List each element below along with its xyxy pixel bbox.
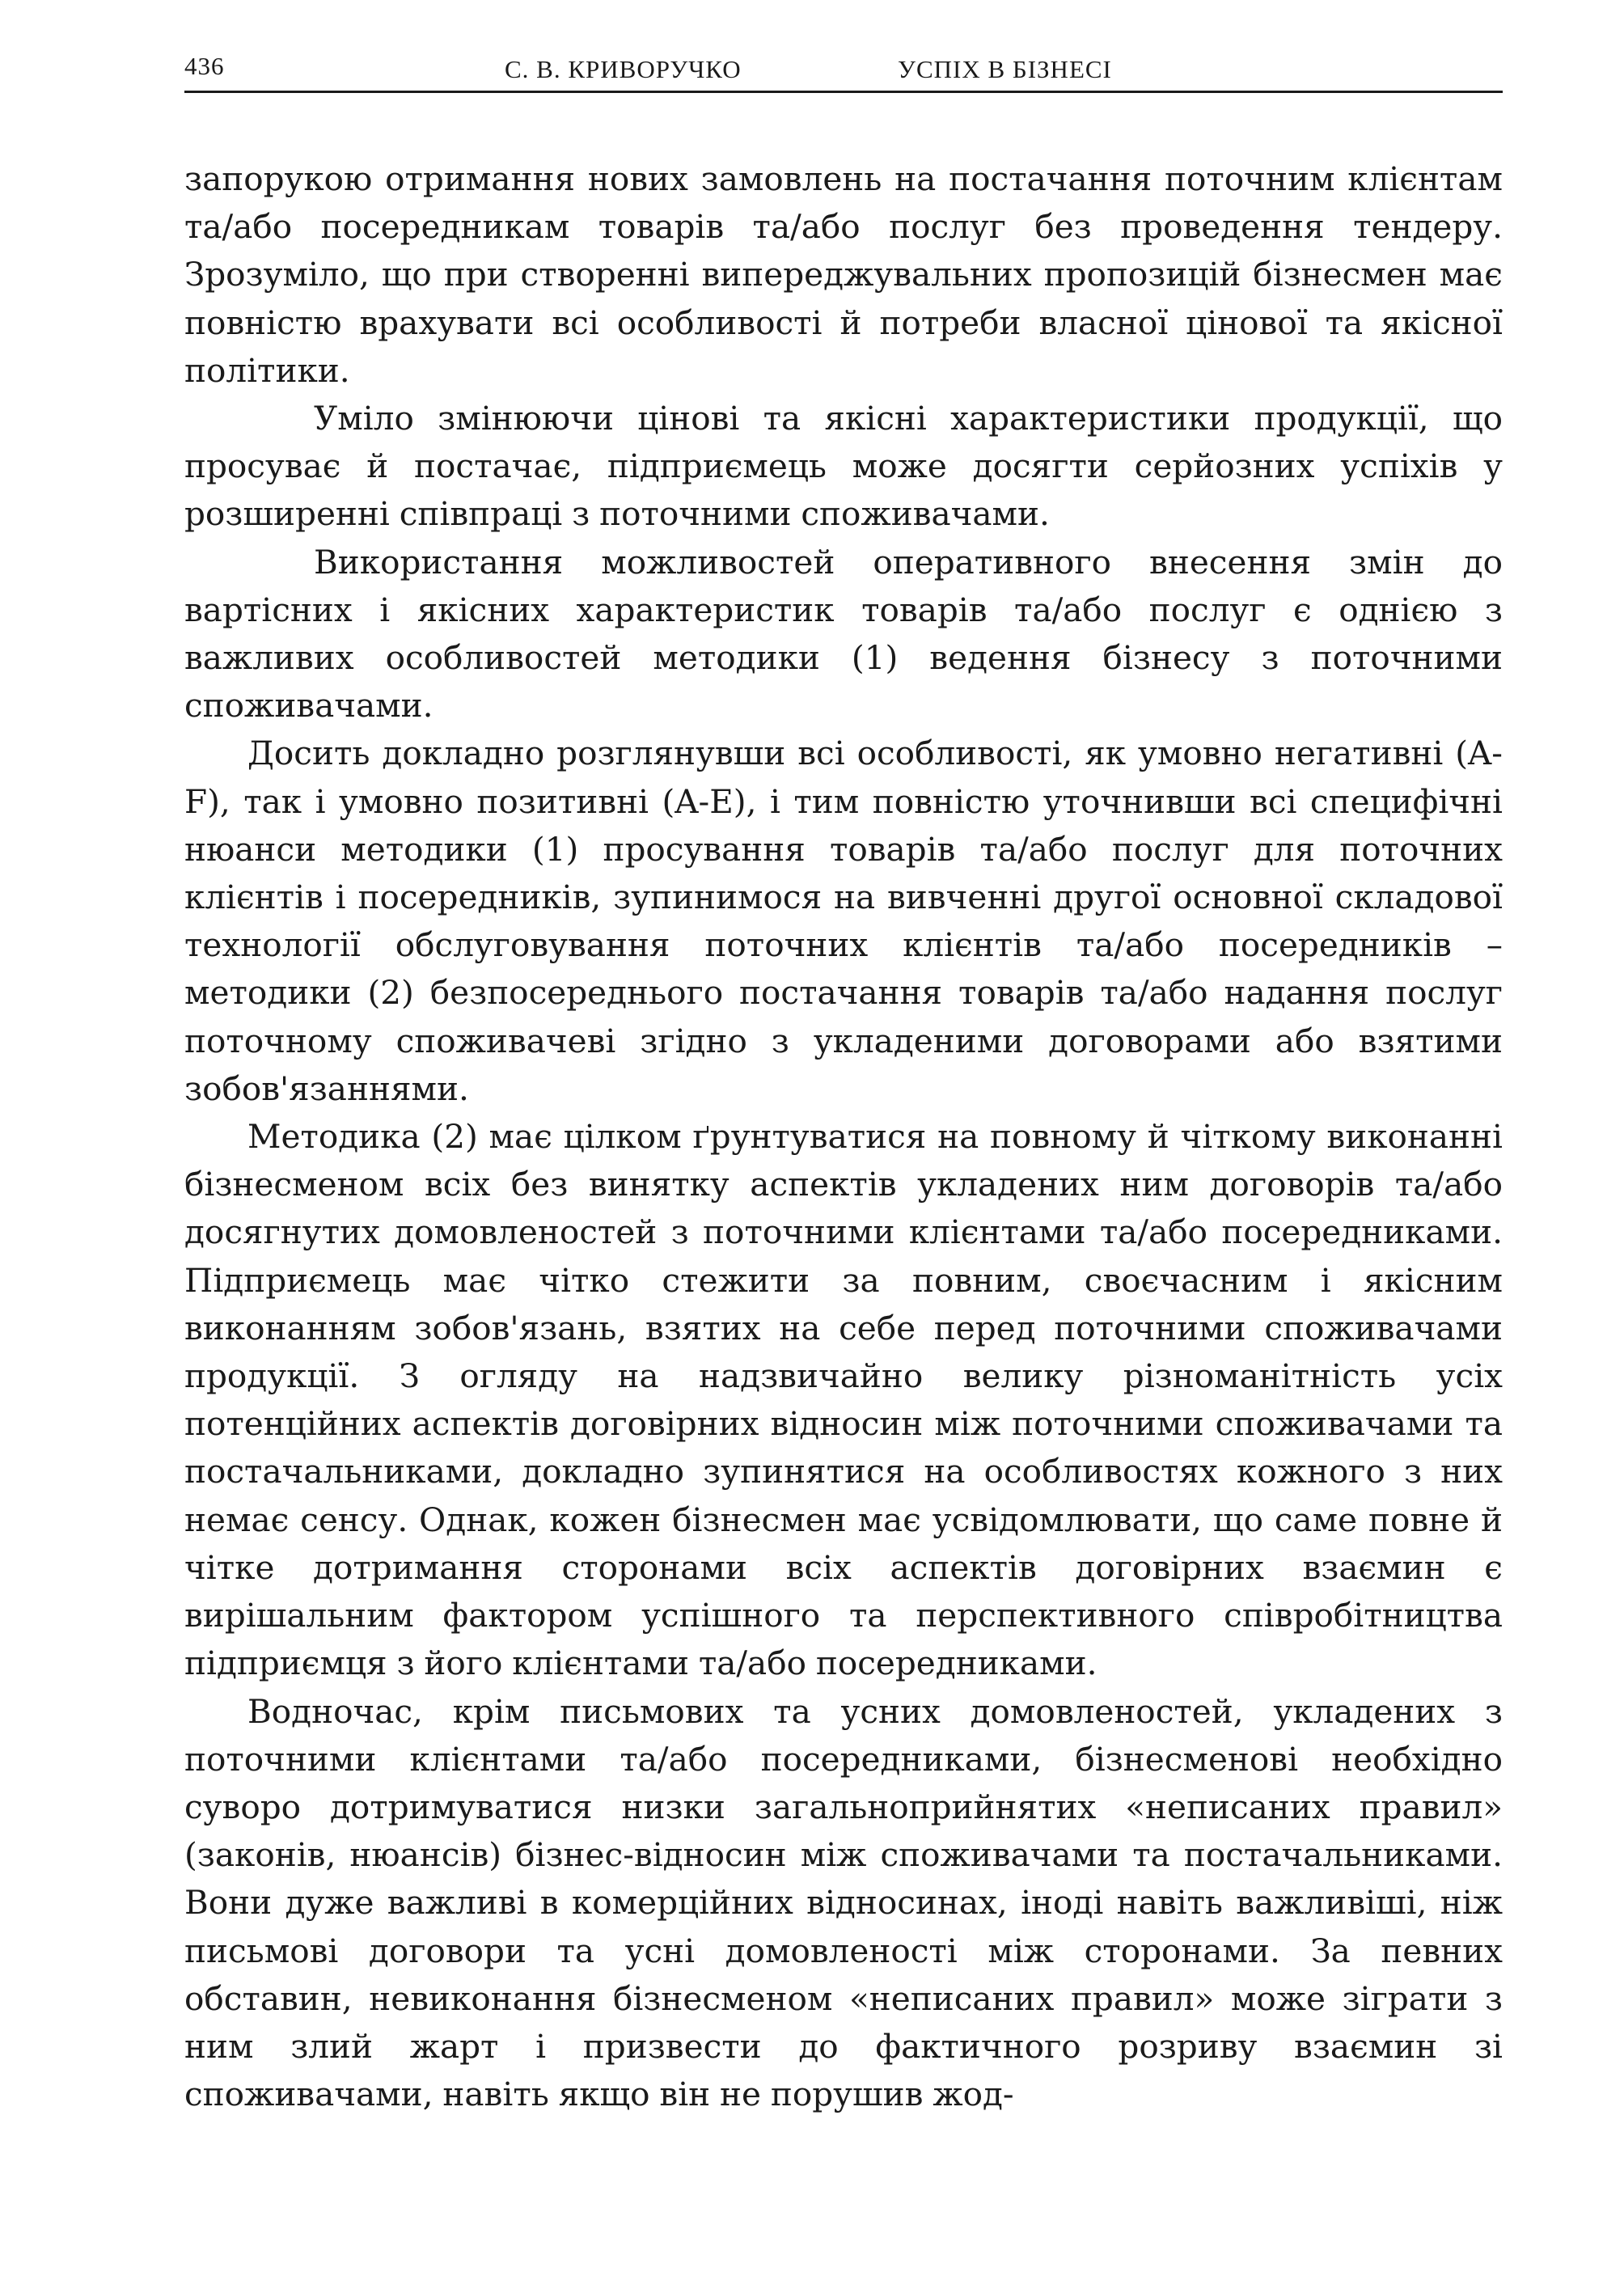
- author-name: С. В. КРИВОРУЧКО: [505, 55, 742, 83]
- paragraph-5: Методика (2) має цілком ґрунтуватися на повному й чіткому виконанні бізнесменом всіх без винятку аспектів укладених ним договорів та/або досягнутих домовленостей з поточними клієнтами та/або посередниками. Підприємець має чітко стежити за повним, своєчасним і якісним виконанням зобов'язань, взятих на себе перед поточними споживачами продукції. З огляду на надзвичайно велику різноманітність усіх потенційних аспектів договірних відносин між поточними споживачами та постачальниками, докладно зупинятися на особливостях кожного з них немає сенсу. Однак, кожен бізнесмен має усвідомлювати, що саме повне й чітке дотримання сторонами всіх аспектів договірних взаємин є вирішальним фактором успішного та перспективного співробітництва підприємця з його клієнтами та/або посередниками.: [184, 1117, 1503, 1683]
- paragraph-6: Водночас, крім письмових та усних домовленостей, укладених з поточними клієнтами та/або посередниками, бізнесменові необхідно суворо дотримуватися низки загальноприйнятих «неписаних правил» (законів, нюансів) бізнес-відносин між споживачами та постачальниками. Вони дуже важливі в комерційних відносинах, іноді навіть важливіші, ніж письмові договори та усні домовленості між сторонами. За певних обставин, невиконання бізнесменом «неписаних правил» може зіграти з ним злий жарт і призвести до фактичного розриву взаємин зі споживачами, навіть якщо він не порушив жод-: [184, 1691, 1503, 2114]
- book-title: УСПІХ В БІЗНЕСІ: [898, 55, 1112, 83]
- paragraph-4: Досить докладно розглянувши всі особливості, як умовно негативні (A-F), так і умовно позитивні (A-E), і тим повністю уточнивши всі специфічні нюанси методики (1) просування товарів та/або послуг для поточних клієнтів і посередників, зупинимося на вивченні другої основної складової технології обслуговування поточних клієнтів та/або посередників – методики (2) безпосереднього постачання товарів та/або надання послуг поточному споживачеві згідно з укладеними договорами або взятими зобов'язаннями.: [184, 734, 1503, 1108]
- body-text: [184, 155, 1503, 2118]
- paragraph-3: Використання можливостей оперативного внесення змін до вартісних і якісних характеристик товарів та/або послуг є однією з важливих особливостей методики (1) ведення бізнесу з поточними споживачами.: [184, 542, 1503, 726]
- paragraph-1: запорукою отримання нових замовлень на постачання поточним клієнтам та/або посередникам товарів та/або послуг без проведення тендеру. Зрозуміло, що при створенні випереджувальних пропозицій бізнесмен має повністю врахувати всі особливості й потреби власної цінової та якісної політики.: [184, 159, 1503, 390]
- running-head: [184, 50, 1503, 93]
- page-number: 436: [184, 52, 225, 80]
- paragraph-2: Уміло змінюючи цінові та якісні характеристики продукції, що просуває й постачає, підприємець може досягти серйозних успіхів у розширенні співпраці з поточними споживачами.: [184, 399, 1503, 534]
